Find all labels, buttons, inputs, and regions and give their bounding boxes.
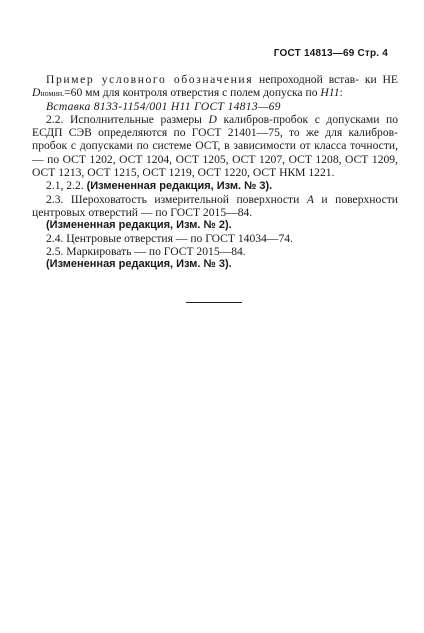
item-2-3: 2.3. Шероховатость измерительной поверхности А и поверхности центровых отверстий — по ГОСТ 2015—84. — [32, 192, 398, 219]
document-header: ГОСТ 14813—69 Стр. 4 — [273, 48, 388, 59]
item-2-5: 2.5. Маркировать — по ГОСТ 2015—84. — [46, 245, 246, 259]
item-2-1-2-2: 2.1, 2.2. (Измененная редакция, Изм. № 3). — [46, 178, 273, 192]
end-rule — [186, 302, 242, 303]
change-note-2: (Измененная редакция, Изм. № 2). — [46, 219, 232, 232]
document-body — [32, 73, 398, 271]
designation-example: Вставка 8133-1154/001 H11 ГОСТ 14813—69 — [46, 100, 281, 114]
example-heading: Пример условного обозначения — [46, 73, 254, 86]
example-paragraph: Пример условного обозначения непроходной встав- ки НЕ Dномин.=60 мм для контроля отверстия с полем допуска по H11: — [32, 73, 398, 100]
item-2-4: 2.4. Центровые отверстия — по ГОСТ 14034—74. — [46, 232, 293, 246]
item-2-2: 2.2. Исполнительные размеры D калибров-пробок с допусками по ЕСДП СЭВ определяются по ГОСТ 21401—75, то же для калибров-пробок с допусками по системе ОСТ, в зависимости от класса точности, — по ОСТ 1202, ОСТ 1204, ОСТ 1205, ОСТ 1207, ОСТ 1208, ОСТ 1209, ОСТ 1213, ОСТ 1215, ОСТ 1219, ОСТ 1220, ОСТ НКМ 1221. — [32, 113, 398, 179]
change-note-3: (Измененная редакция, Изм. № 3). — [46, 258, 232, 271]
change-note: (Измененная редакция, Изм. № 3). — [86, 179, 273, 192]
